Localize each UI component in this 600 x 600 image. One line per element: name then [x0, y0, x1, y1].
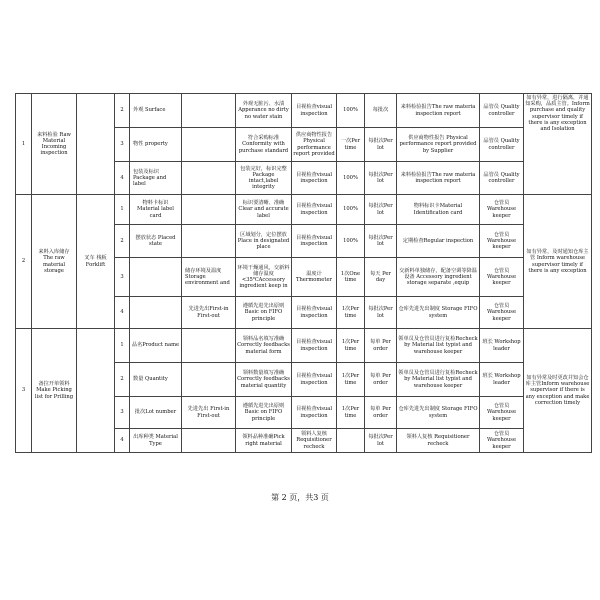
responsible: 仓管员 Warehouse keeper — [480, 429, 524, 453]
record: 仓库先进先出制度 Storage FIFO system — [397, 297, 480, 329]
spec: 包装完好，标识完整Package intact,label integrity — [236, 162, 292, 195]
control-plan-table-container — [15, 93, 591, 453]
seq: 4 — [115, 429, 130, 453]
process-param: 储存环境及温度Storage environment and — [182, 258, 236, 297]
page-number: 第 2 页，共3 页 — [271, 493, 329, 502]
method: 目视检查visual inspection — [292, 297, 337, 329]
seq: 2 — [115, 225, 130, 258]
record: 来料检验报告The raw materia inspection report — [397, 94, 480, 128]
check-item — [130, 297, 182, 329]
record: 领料人复核 Requisitioner recheck — [397, 429, 480, 453]
reaction-plan: 如有异常及时更改并知会仓库主管Inform warehouse supervisor if there is any exception and make correction timely — [524, 329, 592, 453]
frequency: 每批次 — [365, 94, 397, 128]
frequency: 每批次Per lot — [365, 162, 397, 195]
seq: 3 — [115, 128, 130, 162]
sample: 1次Per time — [337, 297, 365, 329]
responsible: 仓管员 Warehouse keeper — [480, 195, 524, 225]
sample: 1次Per time — [337, 329, 365, 363]
spec: 遵循先进先出原则Basic on FIFO principle — [236, 297, 292, 329]
sample — [337, 429, 365, 453]
check-item: 品名Product name — [130, 329, 182, 363]
check-item: 数量 Quantity — [130, 363, 182, 397]
group-no: 2 — [16, 195, 32, 329]
check-item: 出库种类 Material Type — [130, 429, 182, 453]
process-param — [182, 429, 236, 453]
equipment: 叉车 栈板Forklift — [77, 195, 115, 329]
seq: 3 — [115, 258, 130, 297]
spec: 领料数量填写准确 Correctly feedbacks material quantity — [236, 363, 292, 397]
method: 温度计 Thermometer — [292, 258, 337, 297]
responsible: 仓管员 Warehouse keeper — [480, 297, 524, 329]
record: 领单员及仓管员进行复检Recheck by Material list typist and warehouse keeper — [397, 329, 480, 363]
method: 目视检查visual inspection — [292, 363, 337, 397]
sample: 一次Per time — [337, 128, 365, 162]
frequency: 每单 Per order — [365, 363, 397, 397]
process-param — [182, 94, 236, 128]
group-no: 1 — [16, 94, 32, 195]
spec: 符合采购标准 Conformity with purchase standard — [236, 128, 292, 162]
sample: 100% — [337, 225, 365, 258]
sample: 100% — [337, 162, 365, 195]
sample: 1次Per time — [337, 397, 365, 429]
responsible: 品管员 Quality controller — [480, 128, 524, 162]
frequency: 每批次Per lot — [365, 297, 397, 329]
responsible: 仓管员 Warehouse keeper — [480, 225, 524, 258]
method: 领料人复核 Requisitioner recheck — [292, 429, 337, 453]
frequency: 每批次Per lot — [365, 195, 397, 225]
equipment — [77, 329, 115, 453]
responsible: 品管员 Quality controller — [480, 94, 524, 128]
table-row — [16, 94, 592, 128]
process-param — [182, 128, 236, 162]
reaction-plan: 如有异常，进行隔离，并通知采购，品质主管。Inform purchase and quality supervisor timely if there is any exception and Isolation — [524, 94, 592, 195]
process-param — [182, 363, 236, 397]
control-plan-table — [15, 93, 592, 453]
process-name: 来料入库储存 The raw material storage — [32, 195, 77, 329]
group-no: 3 — [16, 329, 32, 453]
record: 来料检验报告The raw materia inspection report — [397, 162, 480, 195]
check-item: 批次Lot number — [130, 397, 182, 429]
seq: 1 — [115, 329, 130, 363]
check-item: 摆放状态 Placed state — [130, 225, 182, 258]
process-param — [182, 195, 236, 225]
spec: 环境干燥通风，交新料储存温度<35℃Accessory ingredient keep in — [236, 258, 292, 297]
method: 目视检查visual inspection — [292, 195, 337, 225]
seq: 2 — [115, 363, 130, 397]
seq: 1 — [115, 195, 130, 225]
responsible: 仓管员 Warehouse keeper — [480, 258, 524, 297]
responsible: 仓管员 Warehouse keeper — [480, 397, 524, 429]
seq: 3 — [115, 397, 130, 429]
equipment — [77, 94, 115, 195]
process-param — [182, 162, 236, 195]
frequency: 每单 Per order — [365, 329, 397, 363]
sample: 100% — [337, 94, 365, 128]
method: 目视检查visual inspection — [292, 397, 337, 429]
record: 供应商物性报告 Physical performance report provided by Supplier — [397, 128, 480, 162]
responsible: 班长 Workshop leader — [480, 329, 524, 363]
record: 领单员及仓管员进行复检Recheck by Material list typist and warehouse keeper — [397, 363, 480, 397]
process-param: 先进先出 First-in First-out — [182, 397, 236, 429]
spec: 区域划分，定位摆放Place in designated place — [236, 225, 292, 258]
seq: 4 — [115, 162, 130, 195]
spec: 外观无脏污、水渍 Apperance no dirty no water stain — [236, 94, 292, 128]
spec: 领料品名填写准确 Correctly feedbacks material form — [236, 329, 292, 363]
spec: 标识要清晰、准确 Clear and accurate label — [236, 195, 292, 225]
method: 目视检查visual inspection — [292, 225, 337, 258]
sample: 100% — [337, 195, 365, 225]
frequency: 每批次Per lot — [365, 128, 397, 162]
spec: 遵循先进先出原则 Basic on FIFO principle — [236, 397, 292, 429]
method: 供应商物性报告Physical performance report provided — [292, 128, 337, 162]
process-name: 备拉开单领料 Make Picking list for Prilling — [32, 329, 77, 453]
method: 目视检查visual inspection — [292, 162, 337, 195]
record: 仓库先进先出制度 Storage FIFO system — [397, 397, 480, 429]
process-param — [182, 225, 236, 258]
process-param — [182, 329, 236, 363]
sample: 1次Per time — [337, 363, 365, 397]
check-item — [130, 258, 182, 297]
record: 物料标识卡Material Identification card — [397, 195, 480, 225]
method: 目视检查visual inspection — [292, 94, 337, 128]
check-item: 包装及标识 Package and label — [130, 162, 182, 195]
frequency: 每单 Per order — [365, 397, 397, 429]
frequency: 每批次Per lot — [365, 225, 397, 258]
record: 定期检查Regular inspection — [397, 225, 480, 258]
record: 交新料单独储存，配备空调等降温设备 Accessory ingredient storage separate ,equip — [397, 258, 480, 297]
frequency: 每天 Per day — [365, 258, 397, 297]
sample: 1次One time — [337, 258, 365, 297]
check-item: 物料卡标识 Material label card — [130, 195, 182, 225]
check-item: 外观 Surface — [130, 94, 182, 128]
spec: 领料品种准确Pick right material — [236, 429, 292, 453]
process-name: 来料检验 Raw Material Incoming inspection — [32, 94, 77, 195]
method: 目视检查visual inspection — [292, 329, 337, 363]
process-param: 先进先出First-in First-out — [182, 297, 236, 329]
table-row — [16, 195, 592, 225]
seq: 2 — [115, 94, 130, 128]
responsible: 品管员 Quality controller — [480, 162, 524, 195]
table-row — [16, 329, 592, 363]
responsible: 班长 Workshop leader — [480, 363, 524, 397]
frequency: 每批次Per lot — [365, 429, 397, 453]
reaction-plan: 如有异常，及时通知仓库主管 Inform warehouse supervisor timely if there is any exception — [524, 195, 592, 329]
check-item: 物性 property — [130, 128, 182, 162]
seq: 4 — [115, 297, 130, 329]
